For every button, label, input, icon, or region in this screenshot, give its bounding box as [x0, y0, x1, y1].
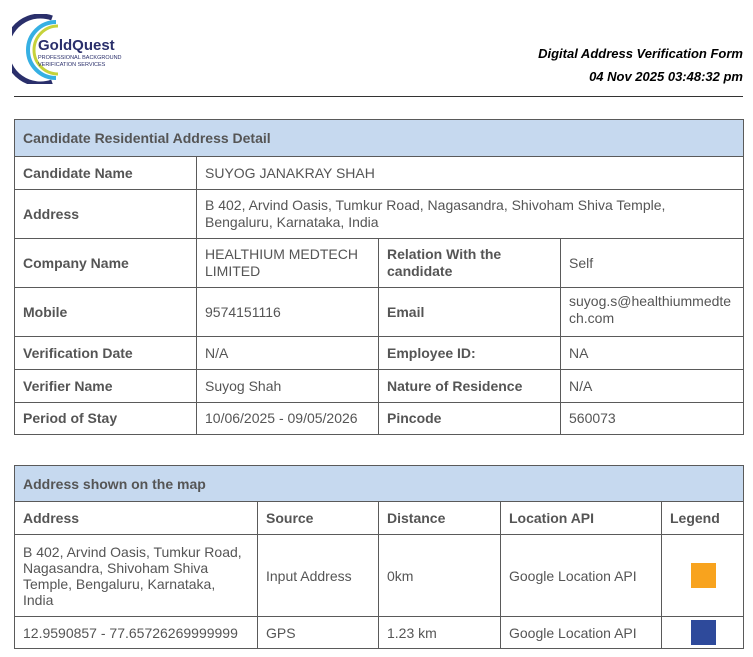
header-info: [538, 42, 743, 88]
mobile-label: Mobile: [15, 288, 197, 337]
logo-text-main: GoldQuest: [38, 37, 115, 54]
relation-value: Self: [561, 239, 744, 288]
row-source: Input Address: [258, 535, 379, 617]
verifier-value: Suyog Shah: [197, 370, 379, 403]
company-label: Company Name: [15, 239, 197, 288]
candidate-name-value: SUYOG JANAKRAY SHAH: [197, 157, 744, 190]
row-api: Google Location API: [501, 617, 662, 649]
candidate-detail-title: Candidate Residential Address Detail: [15, 120, 744, 157]
address-value: B 402, Arvind Oasis, Tumkur Road, Nagasandra, Shivoham Shiva Temple, Bengaluru, Karnataka, India: [197, 190, 744, 239]
pincode-label: Pincode: [379, 403, 561, 435]
logo-text-sub2: VERIFICATION SERVICES: [38, 62, 106, 68]
row-distance: 1.23 km: [379, 617, 501, 649]
address-label: Address: [15, 190, 197, 239]
map-address-table: [14, 465, 744, 649]
table-row: [15, 617, 744, 649]
row-source: GPS: [258, 617, 379, 649]
email-value: suyog.s@healthiummedtech.com: [561, 288, 744, 337]
verifier-label: Verifier Name: [15, 370, 197, 403]
legend-swatch-orange: [691, 563, 716, 588]
relation-label: Relation With the candidate: [379, 239, 561, 288]
logo-text-sub1: PROFESSIONAL BACKGROUND: [38, 55, 122, 61]
column-header-source: Source: [258, 502, 379, 535]
residence-value: N/A: [561, 370, 744, 403]
column-header-legend: Legend: [662, 502, 744, 535]
column-header-distance: Distance: [379, 502, 501, 535]
goldquest-logo: [12, 14, 142, 84]
candidate-name-label: Candidate Name: [15, 157, 197, 190]
legend-swatch-blue: [691, 620, 716, 645]
row-legend: [662, 617, 744, 649]
map-section-title: Address shown on the map: [15, 466, 744, 502]
company-value: HEALTHIUM MEDTECH LIMITED: [197, 239, 379, 288]
verification-date-value: N/A: [197, 337, 379, 370]
period-value: 10/06/2025 - 09/05/2026: [197, 403, 379, 435]
page-header: [0, 0, 753, 98]
employee-id-value: NA: [561, 337, 744, 370]
verification-date-label: Verification Date: [15, 337, 197, 370]
form-datetime: 04 Nov 2025 03:48:32 pm: [589, 69, 743, 84]
period-label: Period of Stay: [15, 403, 197, 435]
residence-label: Nature of Residence: [379, 370, 561, 403]
row-address: B 402, Arvind Oasis, Tumkur Road, Nagasandra, Shivoham Shiva Temple, Bengaluru, Karnataka, India: [15, 535, 258, 617]
table-row: [15, 535, 744, 617]
form-title: Digital Address Verification Form: [538, 46, 743, 61]
pincode-value: 560073: [561, 403, 744, 435]
column-header-location-api: Location API: [501, 502, 662, 535]
email-label: Email: [379, 288, 561, 337]
row-address: 12.9590857 - 77.65726269999999: [15, 617, 258, 649]
candidate-detail-table: [14, 119, 744, 435]
row-api: Google Location API: [501, 535, 662, 617]
row-legend: [662, 535, 744, 617]
column-header-address: Address: [15, 502, 258, 535]
header-divider: [14, 96, 743, 97]
employee-id-label: Employee ID:: [379, 337, 561, 370]
row-distance: 0km: [379, 535, 501, 617]
mobile-value: 9574151116: [197, 288, 379, 337]
